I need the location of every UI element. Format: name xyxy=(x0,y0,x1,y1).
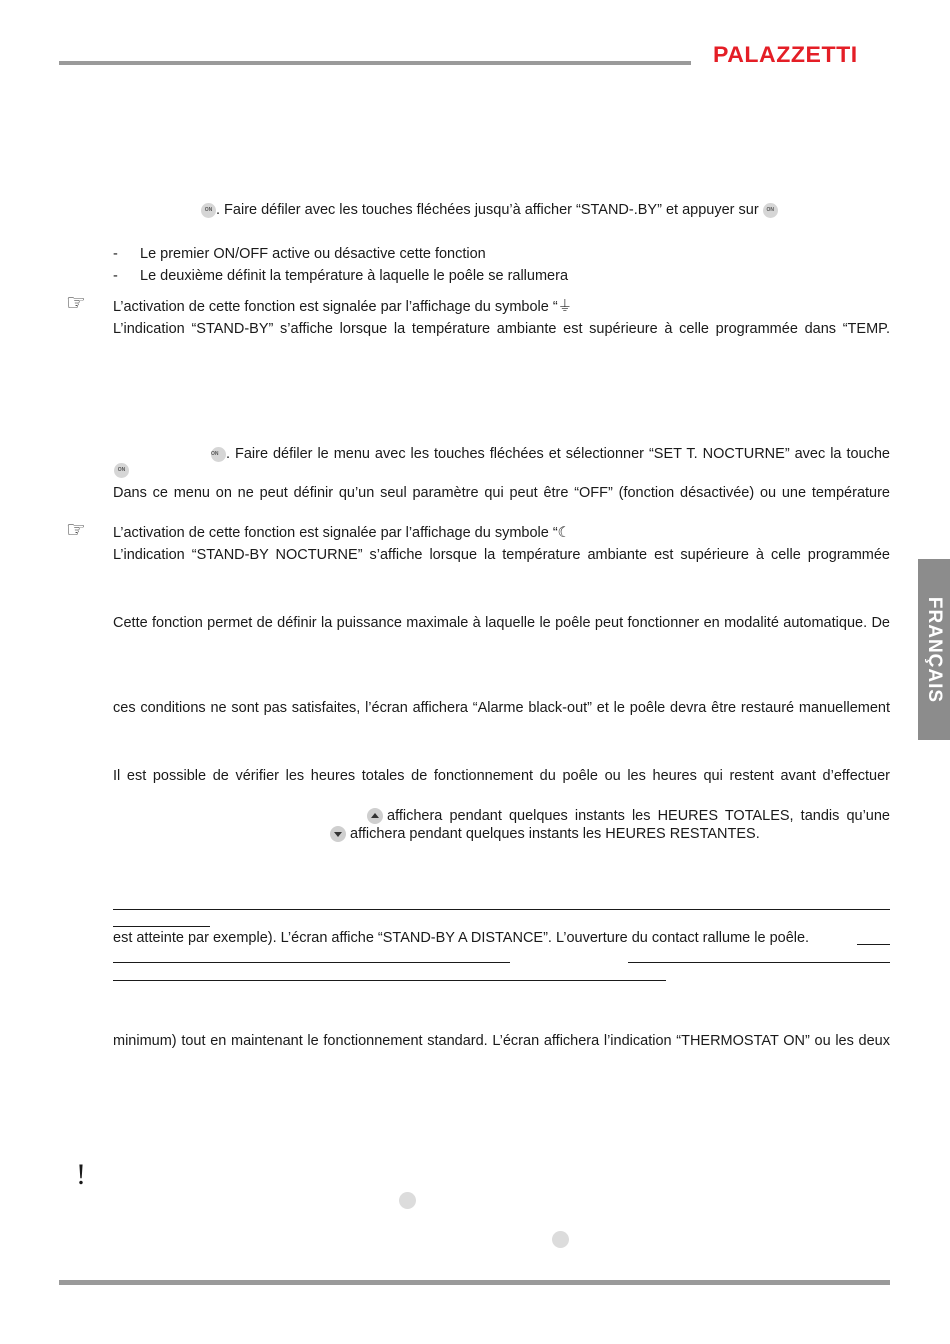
standby-symbol-icon: ⏚ xyxy=(557,299,573,315)
on-button-icon: ON xyxy=(114,462,129,480)
button-dot-icon xyxy=(399,1192,416,1209)
text-line-12: Il est possible de vérifier les heures totales de fonctionnement du poêle ou les heures qui restent avant d’effectuer xyxy=(113,768,890,784)
text-line-5: L’indication “STAND-BY” s’affiche lorsque la température ambiante est supérieure à celle programmée dans “TEMP. xyxy=(113,321,890,337)
text-line-14: affichera pendant quelques instants les HEURES RESTANTES. xyxy=(330,825,760,843)
brand-logo: PALAZZETTI xyxy=(713,42,858,67)
text-line-15: est atteinte par exemple). L’écran affiche “STAND-BY A DISTANCE”. L’ouverture du contact rallume le poêle. xyxy=(113,930,810,946)
warning-icon: ! xyxy=(76,1158,86,1191)
text-line-4: L’activation de cette fonction est signalée par l’affichage du symbole “⏚ xyxy=(113,299,573,315)
bullet-item-1: Le premier ON/OFF active ou désactive cette fonction xyxy=(140,246,486,262)
bullet-dash: - xyxy=(113,246,118,262)
rule-line xyxy=(113,980,666,981)
language-tab-label: FRANÇAIS xyxy=(924,596,945,703)
arrow-up-icon xyxy=(367,808,383,824)
text-line-7: Dans ce menu on ne peut définir qu’un seul paramètre qui peut être “OFF” (fonction désactivée) ou une température xyxy=(113,485,890,501)
arrow-down-icon xyxy=(330,826,346,842)
button-dot-icon xyxy=(552,1231,569,1248)
text-line-11: ces conditions ne sont pas satisfaites, l’écran affichera “Alarme black-out” et le poêle devra être restauré manuellement xyxy=(113,700,890,716)
language-tab[interactable] xyxy=(918,559,950,740)
bullet-item-2: Le deuxième définit la température à laquelle le poêle se rallumera xyxy=(140,268,569,284)
text-line-1: ON . Faire défiler avec les touches fléchées jusqu’à afficher “STAND-.BY” et appuyer sur ON xyxy=(201,201,778,219)
pointing-hand-icon: ☞ xyxy=(66,290,86,315)
text-line-8: L’activation de cette fonction est signalée par l’affichage du symbole “☾ xyxy=(113,525,571,541)
text-line-13: affichera pendant quelques instants les HEURES TOTALES, tandis qu’une xyxy=(367,807,890,825)
moon-symbol-icon: ☾ xyxy=(557,525,571,541)
text-line-16: minimum) tout en maintenant le fonctionnement standard. L’écran affichera l’indication “THERMOSTAT ON” ou les deux xyxy=(113,1033,890,1049)
on-button-icon: ON xyxy=(201,203,216,218)
rule-line xyxy=(113,962,510,963)
rule-line xyxy=(628,962,890,963)
pointing-hand-icon: ☞ xyxy=(66,517,86,542)
on-button-icon: ON xyxy=(763,203,778,218)
footer-rule xyxy=(59,1280,890,1285)
bullet-dash: - xyxy=(113,268,118,284)
text-line-10: Cette fonction permet de définir la puissance maximale à laquelle le poêle peut fonctionner en modalité automatique. De xyxy=(113,615,890,631)
rule-line xyxy=(113,909,890,910)
text-line-9: L’indication “STAND-BY NOCTURNE” s’affiche lorsque la température ambiante est supérieure à celle programmée xyxy=(113,547,890,563)
on-button-icon: ON xyxy=(211,447,226,462)
text-line-6: ON . Faire défiler le menu avec les touches fléchées et sélectionner “SET T. NOCTURNE” avec la touche xyxy=(211,446,890,462)
rule-line xyxy=(113,926,210,927)
header-rule xyxy=(59,61,691,65)
rule-line xyxy=(857,944,890,945)
